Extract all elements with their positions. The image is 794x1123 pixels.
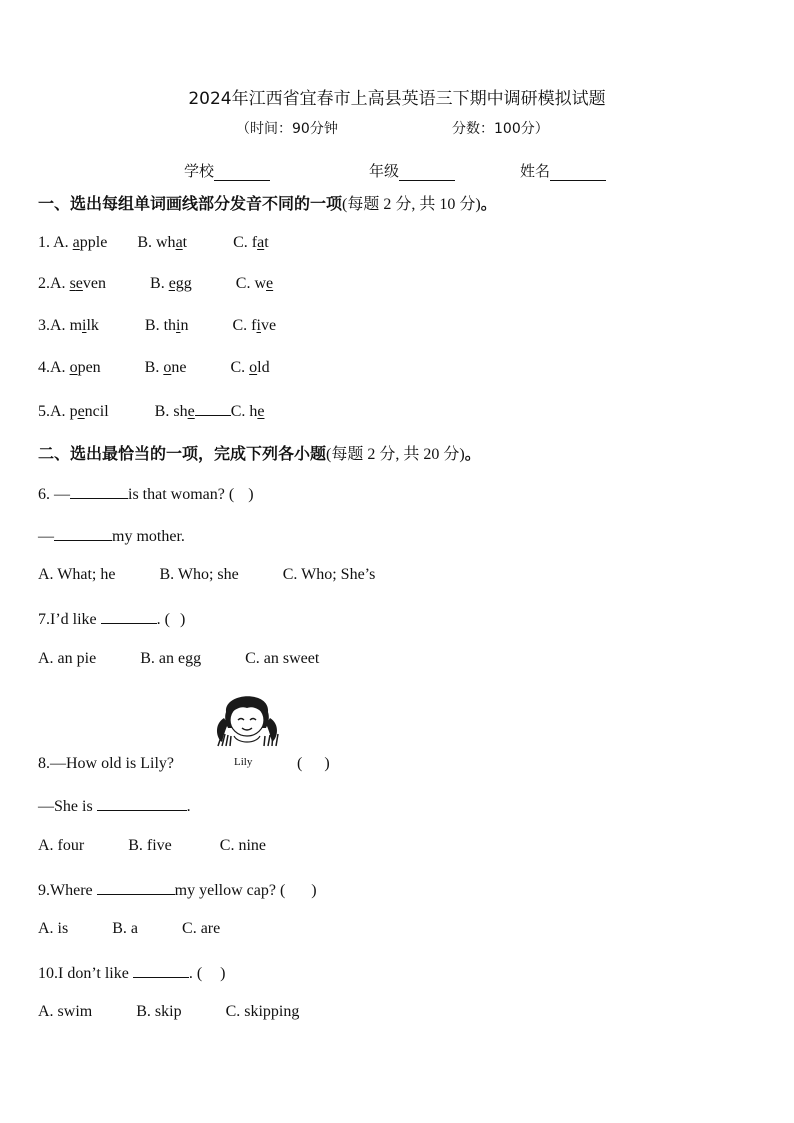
section-2-heading: 二、选出最恰当的一项，完成下列各小题(每题 2 分, 共 20 分)。: [38, 444, 481, 463]
answer-blank[interactable]: [133, 962, 189, 978]
option-b[interactable]: B. skip: [136, 1003, 182, 1020]
name-blank[interactable]: [550, 164, 606, 181]
score-label: 分数：100分）: [452, 121, 549, 137]
option-c[interactable]: C. an sweet: [245, 650, 320, 667]
answer-blank[interactable]: [97, 879, 175, 895]
name-label: 姓名: [520, 162, 551, 180]
option-a[interactable]: A. is: [38, 920, 69, 937]
answer-blank[interactable]: [101, 608, 157, 624]
option-c[interactable]: C. nine: [219, 837, 266, 854]
time-label: （时间：90分钟: [236, 121, 338, 137]
answer-blank[interactable]: [97, 795, 187, 811]
option-b[interactable]: B. a: [112, 920, 139, 937]
question-8-paren: ( ): [297, 755, 330, 772]
question-6-response: — my mother.: [38, 525, 185, 546]
answer-blank[interactable]: [195, 400, 231, 416]
section-1-heading: 一、选出每组单词画线部分发音不同的一项(每题 2 分, 共 10 分)。: [38, 194, 497, 213]
option-b[interactable]: B. an egg: [140, 650, 202, 667]
lily-label: Lily: [234, 756, 253, 768]
option-a[interactable]: A. an pie: [38, 650, 97, 667]
option-c[interactable]: C. skipping: [225, 1003, 300, 1020]
option-b[interactable]: B. five: [128, 837, 172, 854]
grade-blank[interactable]: [399, 164, 455, 181]
option-a[interactable]: A. four: [38, 837, 85, 854]
question-8: 8.—How old is Lily?: [38, 755, 174, 772]
option-c[interactable]: C. are: [182, 920, 221, 937]
question-6: 6. — is that woman? ( ): [38, 483, 254, 504]
question-3: 3.A. milk B. thin C. five: [38, 317, 277, 334]
question-4: 4.A. open B. one C. old: [38, 359, 270, 376]
question-1: 1. A. apple B. what C. fat: [38, 234, 269, 251]
question-8-options: [38, 837, 266, 855]
question-9-options: [38, 920, 220, 938]
question-10: 10.I don’t like . ( ): [38, 962, 225, 983]
answer-blank[interactable]: [54, 525, 112, 541]
lily-illustration: [212, 684, 284, 772]
option-a[interactable]: A. What; he: [38, 566, 116, 583]
question-7-options: [38, 650, 319, 668]
question-9: 9.Where my yellow cap? ( ): [38, 879, 317, 900]
name-field: [520, 160, 606, 181]
question-8-response: —She is .: [38, 795, 191, 816]
grade-label: 年级: [369, 162, 400, 180]
school-label: 学校: [184, 162, 215, 180]
question-5: 5.A. pencil B. she C. he: [38, 400, 264, 421]
question-7: 7.I’d like . ( ): [38, 608, 185, 629]
option-a[interactable]: A. swim: [38, 1003, 93, 1020]
question-2: 2.A. seven B. egg C. we: [38, 275, 274, 292]
grade-field: [369, 160, 455, 181]
option-c[interactable]: C. Who; She’s: [282, 566, 376, 583]
school-field: [184, 160, 270, 181]
question-6-options: [38, 566, 375, 584]
question-10-options: [38, 1003, 299, 1021]
answer-blank[interactable]: [70, 483, 128, 499]
school-blank[interactable]: [214, 164, 270, 181]
option-b[interactable]: B. Who; she: [159, 566, 239, 583]
page-title: 2024年江西省宜春市上高县英语三下期中调研模拟试题: [188, 89, 606, 109]
